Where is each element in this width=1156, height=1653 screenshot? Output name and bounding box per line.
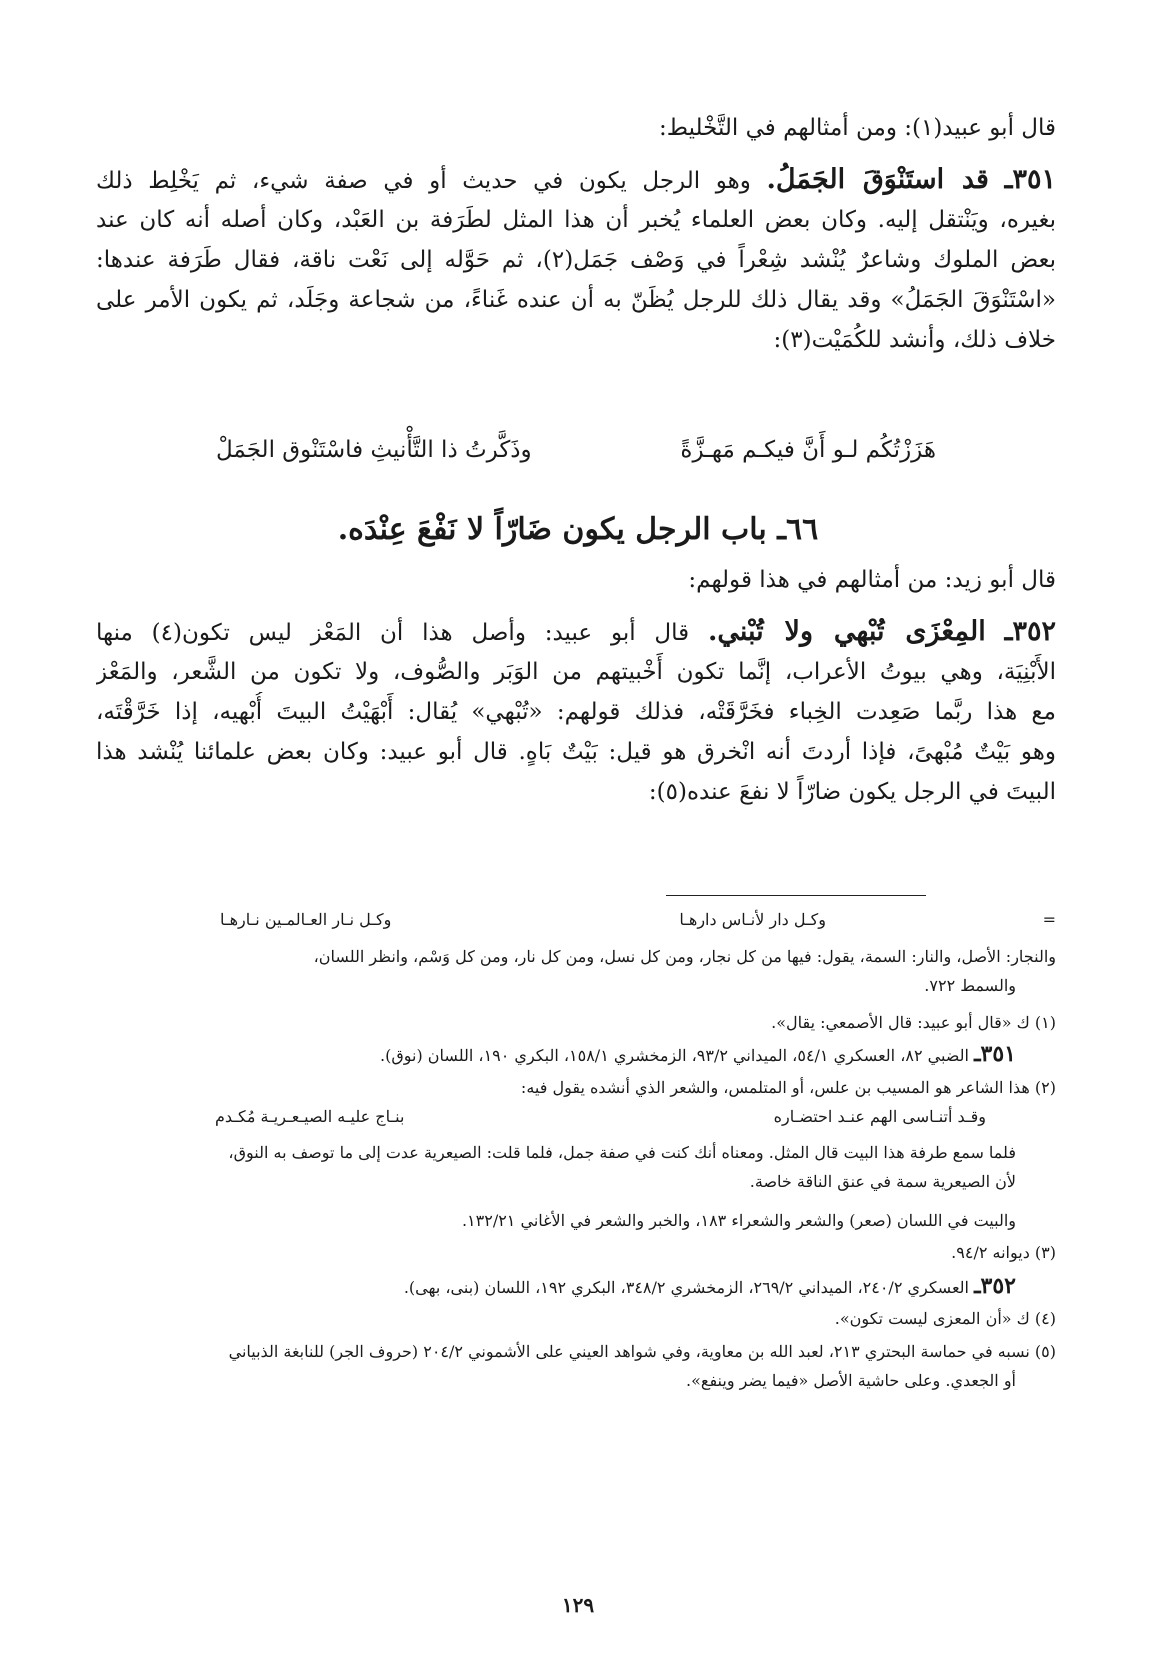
intro-line: قال أبو عبيد(١): ومن أمثالهم في التَّخْليط: xyxy=(659,115,1056,141)
source-number: ٣٥٢ـ xyxy=(974,1273,1016,1299)
footnote-separator xyxy=(666,895,926,896)
entry-number: ٣٥١ـ xyxy=(1004,164,1056,195)
source-text: الضبي ٨٢، العسكري ٥٤/١، الميداني ٩٣/٢، الزمخشري ١٥٨/١، البكري ١٩٠، اللسان (نوق). xyxy=(380,1046,969,1065)
entry-text-line: بغيره، ويَنْتقل إليه. وكان بعض العلماء يُخبر أن هذا المثل لطَرَفة بن العَبْد، وكان أصله أنه كان عند xyxy=(96,207,1056,233)
entry-text-line: البيتَ في الرجل يكون ضارّاً لا نفعَ عنده(٥): xyxy=(648,779,1056,805)
page-number: ١٢٩ xyxy=(561,1593,595,1617)
footnote-line: أو الجعدي. وعلى حاشية الأصل «فيما يضر وينفع». xyxy=(686,1371,1016,1390)
verse-first-hemistich: هَزَزْتُكُم لـو أَنَّ فيكـم مَهـزَّةً xyxy=(680,437,936,463)
proverb-heading: قد استَنْوَقَ الجَمَلُ. xyxy=(766,164,989,195)
footnote-verse-second: وكـل نـار العـالمـين نـارهـا xyxy=(220,910,392,929)
source-351 xyxy=(56,1040,1016,1070)
footnote-line: والبيت في اللسان (صعر) والشعر والشعراء ١٨٣، والخبر والشعر في الأغاني ١٣٢/٢١. xyxy=(461,1211,1016,1230)
entry-text: وهو الرجل يكون في حديث أو في صفة شيء، ثم يَخْلِط ذلك xyxy=(96,168,751,194)
continuation-marker: = xyxy=(1042,910,1056,929)
footnote-line: والسمط ٧٢٢. xyxy=(924,976,1016,995)
footnote-verse-second: بنـاج عليـه الصيـعـريـة مُكـدم xyxy=(215,1107,405,1126)
source-352 xyxy=(56,1272,1016,1302)
abu-zayd-block xyxy=(96,560,1056,600)
entry-text-line: بعض الملوك وشاعرٌ يُنْشد شِعْراً في وَصْف جَمَل(٢)، ثم حَوَّله إلى نَعْت ناقة، فقال طَرَفة عندها: xyxy=(96,247,1056,273)
footnote-4: (٤) ك «أن المعزى ليست تكون». xyxy=(834,1309,1056,1328)
entry-352 xyxy=(96,612,1056,812)
footnote-line: فلما سمع طرفة هذا البيت قال المثل. ومعناه أنك كنت في صفة جمل، فلما قلت: الصيعرية عدت إلى ما توصف به النوق، xyxy=(228,1143,1016,1162)
chapter-heading: ٦٦ـ باب الرجل يكون ضَارّاً لا نَفْعَ عِنْدَه. xyxy=(337,512,819,547)
source-number: ٣٥١ـ xyxy=(974,1041,1016,1067)
entry-text-line: مع هذا ربَّما صَعِدت الخِباء فخَرَّقَتْه، فذلك قولهم: «تُبْهي» يُقال: أَبْهَيْتُ البيتَ أُبْهيه، إذا خَرَّقْتَه، xyxy=(96,699,1056,725)
abu-zayd-line: قال أبو زيد: من أمثالهم في هذا قولهم: xyxy=(688,567,1056,593)
footnote-2: (٢) هذا الشاعر هو المسيب بن علس، أو المتلمس، والشعر الذي أنشده يقول فيه: xyxy=(520,1078,1056,1097)
entry-351 xyxy=(96,160,1056,360)
source-text: العسكري ٢٤٠/٢، الميداني ٢٦٩/٢، الزمخشري ٣٤٨/٢، البكري ١٩٢، اللسان (بنى، بهى). xyxy=(403,1278,969,1297)
footnote-1: (١) ك «قال أبو عبيد: قال الأصمعي: يقال». xyxy=(771,1013,1056,1032)
intro-block xyxy=(96,108,1056,148)
entry-text-line: خلاف ذلك، وأنشد للكُمَيْت(٣): xyxy=(773,327,1056,353)
proverb-heading: المِعْزَى تُبْهي ولا تُبْني. xyxy=(707,616,986,647)
footnote-verse-first: وقـد أتنـاسى الهم عنـد احتضـاره xyxy=(773,1107,986,1126)
entry-text: قال أبو عبيد: وأصل هذا أن المَعْز ليس تكون(٤) منها xyxy=(96,620,690,646)
footnote-3: (٣) ديوانه ٩٤/٢. xyxy=(951,1243,1056,1262)
entry-text-line: «اسْتَنْوَقَ الجَمَلُ» وقد يقال ذلك للرجل يُظَنّ به أن عنده غَناءً، من شجاعة وجَلَد، ثم يكون الأمر على xyxy=(96,287,1056,313)
entry-text-line: الأَبْنِيَة، وهي بيوتُ الأعراب، إنَّما تكون أَخْبيتهم من الوَبَر والصُّوف، ولا تكون من الشَّعر، والمَعْز xyxy=(96,659,1056,685)
entry-text-line: وهو بَيْتٌ مُبْهىً، فإذا أردتَ أنه انْخرق هو قيل: بَيْتٌ بَاهٍ. قال أبو عبيد: وكان بعض علمائنا يُنْشد هذا xyxy=(96,739,1056,765)
footnote-line: لأن الصيعرية سمة في عنق الناقة خاصة. xyxy=(749,1172,1016,1191)
entry-number: ٣٥٢ـ xyxy=(1004,616,1056,647)
footnote-5: (٥) نسبه في حماسة البحتري ٢١٣، لعبد الله بن معاوية، وفي شواهد العيني على الأشموني ٢٠٤/٢ (حروف الجر) للنابغة الذبياني xyxy=(228,1342,1056,1361)
poem-verse xyxy=(216,430,936,470)
verse-second-hemistich: وذَكَّرتُ ذا التَّأْنيثِ فاسْتَنْوق الجَمَلْ xyxy=(216,437,532,463)
footnote-verse-first: وكـل دار لأنـاس دارهـا xyxy=(679,910,826,929)
footnote-line: والنجار: الأصل، والنار: السمة، يقول: فيها من كل نجار، ومن كل نسل، ومن كل نار، ومن كل وَسْم، وانظر اللسان، xyxy=(313,947,1056,966)
